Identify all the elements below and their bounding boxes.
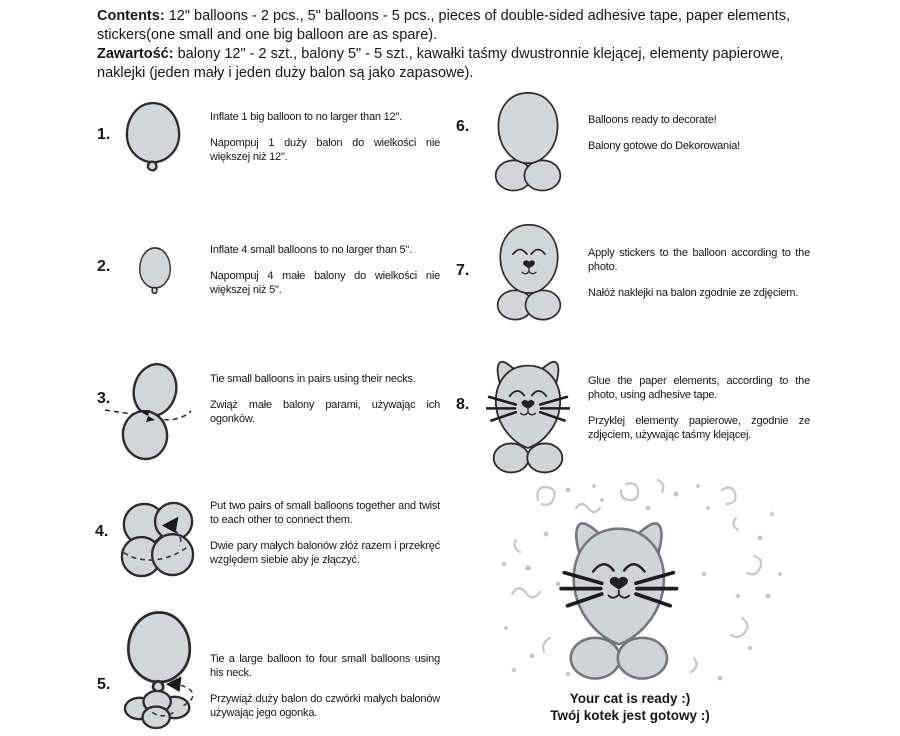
step-2-text-en: Inflate 4 small balloons to no larger than 5". [210,244,412,256]
balloon-cat-illustration [486,358,570,474]
step-7-number: 7. [456,262,470,279]
step-1-number: 1. [97,126,111,143]
step-3-number: 3. [97,390,111,407]
zawartosc-text: balony 12" - 2 szt., balony 5" - 5 szt., kawałki taśmy dwustronnie klejącej, elementy papierowe, naklejki (jeden mały i jeden duży balon są jako zapasowe). [97,46,784,81]
step-7-text-pl: Nałóż naklejki na balon zgodnie ze zdjęciem. [588,287,799,299]
finished-cat-illustration [498,478,788,691]
step-8-text-en: Glue the paper elements, according to the photo, using adhesive tape. [588,375,810,401]
zawartosc-label: Zawartość: [97,46,174,62]
step-5-text [210,652,440,720]
step-4-text-en: Put two pairs of small balloons together and twist to each other to connect them. [210,500,440,526]
step-4-text-pl: Dwie pary małych balonów złóż razem i przekręć względem siebie aby je złączyć. [210,540,440,566]
step-6-text [588,113,810,153]
assembled-balloons-illustration [492,90,564,192]
step-1-text-en: Inflate 1 big balloon to no larger than 12". [210,111,403,123]
step-3-text [210,372,440,426]
step-6-text-pl: Balony gotowe do Dekorowania! [588,140,740,152]
step-2-text-pl: Napompuj 4 małe balony do wielkości nie większej niż 5". [210,270,440,296]
step-8-number: 8. [456,396,470,413]
step-1-text-pl: Napompuj 1 duży balon do wielkości nie większej niż 12". [210,137,440,163]
step-3-text-en: Tie small balloons in pairs using their necks. [210,373,416,385]
balloon-face-stickers-illustration [494,222,564,321]
step-5-text-pl: Przywiąż duży balon do czwórki małych balonów używając jego ogonka. [210,693,440,719]
footer [490,690,770,724]
footer-pl: Twój kotek jest gotowy :) [550,708,710,723]
balloon-cluster-twist-illustration [118,500,196,580]
header-contents-line [97,7,815,45]
step-6-number: 6. [456,118,470,135]
step-4-number: 4. [95,523,109,540]
step-2-number: 2. [97,258,111,275]
step-2-text [210,243,440,297]
step-5-number: 5. [97,676,111,693]
step-7-text [588,246,810,300]
footer-en: Your cat is ready :) [569,691,691,706]
big-balloon-illustration [124,100,182,173]
contents-text: 12" balloons - 2 pcs., 5" balloons - 5 pcs., pieces of double-sided adhesive tape, paper elements, stickers(one small and one big balloon are as spare). [97,8,790,43]
tied-balloon-pair-illustration [103,362,193,462]
balloon-tied-to-cluster-illustration [123,608,201,731]
step-8-text [588,374,810,442]
step-6-text-en: Balloons ready to decorate! [588,114,717,126]
contents-label: Contents: [97,8,165,24]
header-zawartosc-line [97,45,815,83]
step-7-text-en: Apply stickers to the balloon according to the photo. [588,247,810,273]
step-5-text-en: Tie a large balloon to four small balloons using his neck. [210,653,440,679]
step-3-text-pl: Zwiąż małe balony parami, używając ich ogonków. [210,399,440,425]
step-1-text [210,110,440,164]
small-balloon-illustration [138,246,172,295]
header [97,7,815,83]
step-4-text [210,499,440,567]
step-8-text-pl: Przyklej elementy papierowe, zgodnie ze zdjęciem, używając taśmy klejącej. [588,415,810,441]
